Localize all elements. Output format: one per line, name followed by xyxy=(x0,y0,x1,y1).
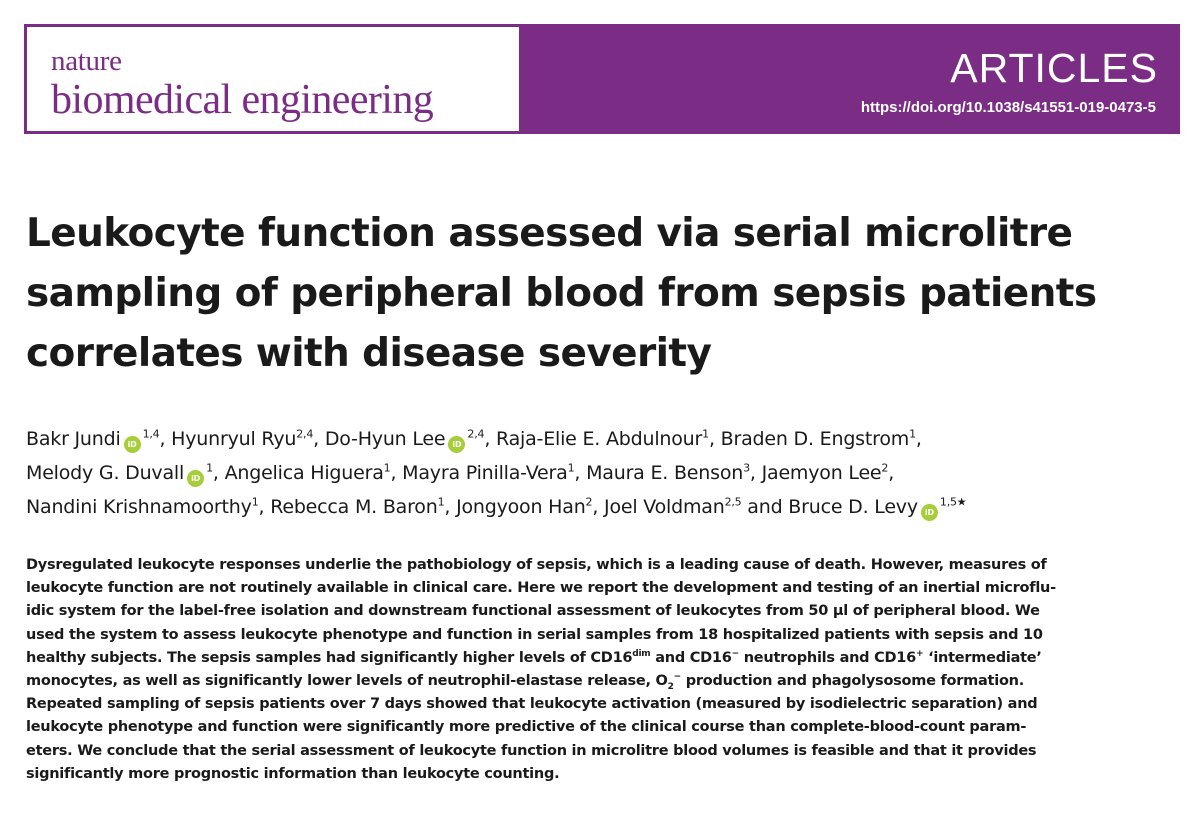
affiliation-marker: 2 xyxy=(881,461,889,475)
author-line: Nandini Krishnamoorthy$^1$, Rebecca M. Baron$^1$, Jongyoon Han$^2$, Joel Voldman$^{2,5}$ and Bruce D. Levy $iD^{1,5★}$ xyxy=(26,490,1186,524)
section-label: ARTICLES xyxy=(950,45,1158,91)
affiliation-marker: 1 xyxy=(251,495,259,509)
affiliation-marker: 1 xyxy=(383,461,391,475)
abstract-line: leukocyte phenotype and function were significantly more predictive of the clinical course than complete-blood-count param- xyxy=(26,719,1027,736)
abstract xyxy=(26,554,1176,786)
author[interactable] xyxy=(586,462,750,484)
author-line: Bakr Jundi iD$^{1,4}$, Hyunryul Ryu$^{2,4}$, Do-Hyun Lee iD$^{2,4}$, Raja-Elie E. Abdulnour$^1$, Braden D. Engstrom$^1$, xyxy=(26,422,1186,456)
abstract-line: eters. We conclude that the serial assessment of leukocyte function in microlitre blood volumes is feasible and that it provides xyxy=(26,742,1037,759)
author-name: Bakr Jundi xyxy=(26,428,121,450)
author[interactable] xyxy=(26,496,259,518)
author-name: Hyunryul Ryu xyxy=(171,428,297,450)
orcid-icon[interactable]: iD xyxy=(448,436,465,453)
author-name: Mayra Pinilla-Vera xyxy=(402,462,568,484)
orcid-icon[interactable]: iD xyxy=(921,504,938,521)
author[interactable] xyxy=(225,462,391,484)
abstract-line: idic system for the label-free isolation and downstream functional assessment of leukocytes from 50 µl of peripheral blood. We xyxy=(26,603,1040,620)
author-name: Joel Voldman xyxy=(604,496,725,518)
author-name: Nandini Krishnamoorthy xyxy=(26,496,252,518)
author-name: Maura E. Benson xyxy=(586,462,744,484)
author-line: Melody G. Duvall $iD^1$, Angelica Higuera$^1$, Mayra Pinilla-Vera$^1$, Maura E. Benson$^3$, Jaemyon Lee$^2$, xyxy=(26,456,1186,490)
title-line: Leukocyte function assessed via serial microlitre xyxy=(26,211,1073,256)
author-name: Do-Hyun Lee xyxy=(324,428,446,450)
author[interactable] xyxy=(26,428,159,450)
abstract-line: Repeated sampling of sepsis patients over 7 days showed that leukocyte activation (measured by isodielectric separation) and xyxy=(26,696,1038,713)
journal-name-nature: nature xyxy=(51,45,122,77)
journal-name-subtitle: biomedical engineering xyxy=(51,77,434,123)
author[interactable] xyxy=(270,496,444,518)
author[interactable] xyxy=(325,428,484,450)
author-list xyxy=(26,422,1186,524)
affiliation-marker: 1,4 xyxy=(142,427,160,441)
affiliation-marker: 1 xyxy=(702,427,709,441)
affiliation-marker: 1 xyxy=(567,461,575,475)
abstract-line: leukocyte function are not routinely available in clinical care. Here we report the development and testing of an inertial microflu- xyxy=(26,580,1056,597)
abstract-line: significantly more prognostic information than leukocyte counting. xyxy=(26,765,560,782)
journal-banner xyxy=(24,24,1180,134)
title-line: sampling of peripheral blood from sepsis patients xyxy=(26,271,1097,316)
title-line: correlates with disease severity xyxy=(26,331,712,376)
orcid-icon[interactable]: iD xyxy=(187,470,204,487)
author-name: Melody G. Duvall xyxy=(26,462,185,484)
affiliation-marker: 2 xyxy=(585,495,593,509)
journal-logo-box xyxy=(27,27,519,131)
author-name: Raja-Elie E. Abdulnour xyxy=(496,428,703,450)
author[interactable] xyxy=(402,462,574,484)
author[interactable] xyxy=(721,428,916,450)
author-name: Jaemyon Lee xyxy=(761,462,882,484)
abstract-line: healthy subjects. The sepsis samples had significantly higher levels of $CD16^{dim}$ and CD16− neutrophils and CD16+ ‘intermediate’ xyxy=(26,648,1042,666)
author-name: Jongyoon Han xyxy=(456,496,586,518)
author[interactable] xyxy=(604,496,741,518)
author[interactable] xyxy=(496,428,709,450)
article-title xyxy=(26,204,1176,384)
author[interactable] xyxy=(456,496,592,518)
affiliation-marker: 1,5★ xyxy=(939,495,967,509)
author-name: Bruce D. Levy xyxy=(788,496,918,518)
author[interactable] xyxy=(26,462,213,484)
affiliation-marker: 1 xyxy=(437,495,445,509)
affiliation-marker: 1 xyxy=(909,427,916,441)
affiliation-marker: 2,5 xyxy=(724,495,742,509)
abstract-line: Dysregulated leukocyte responses underlie the pathobiology of sepsis, which is a leading cause of death. However, measures of xyxy=(26,557,1047,573)
author-name: Braden D. Engstrom xyxy=(720,428,910,450)
affiliation-marker: 2,4 xyxy=(296,427,314,441)
orcid-icon[interactable]: iD xyxy=(124,436,141,453)
doi-link[interactable]: https://doi.org/10.1038/s41551-019-0473-5 xyxy=(860,99,1156,116)
author-name: Rebecca M. Baron xyxy=(270,496,438,518)
author[interactable] xyxy=(171,428,313,450)
author[interactable] xyxy=(788,496,966,518)
abstract-line: used the system to assess leukocyte phenotype and function in serial samples from 18 hospitalized patients with sepsis and 10 xyxy=(26,626,1043,643)
abstract-line: monocytes, as well as significantly lower levels of neutrophil-elastase release, $O_2^-$ production and phagolysosome formation. xyxy=(26,672,1024,692)
affiliation-marker: 2,4 xyxy=(467,427,485,441)
author[interactable] xyxy=(762,462,889,484)
affiliation-marker: 3 xyxy=(743,461,750,475)
affiliation-marker: 1 xyxy=(206,461,213,475)
author-name: Angelica Higuera xyxy=(224,462,384,484)
